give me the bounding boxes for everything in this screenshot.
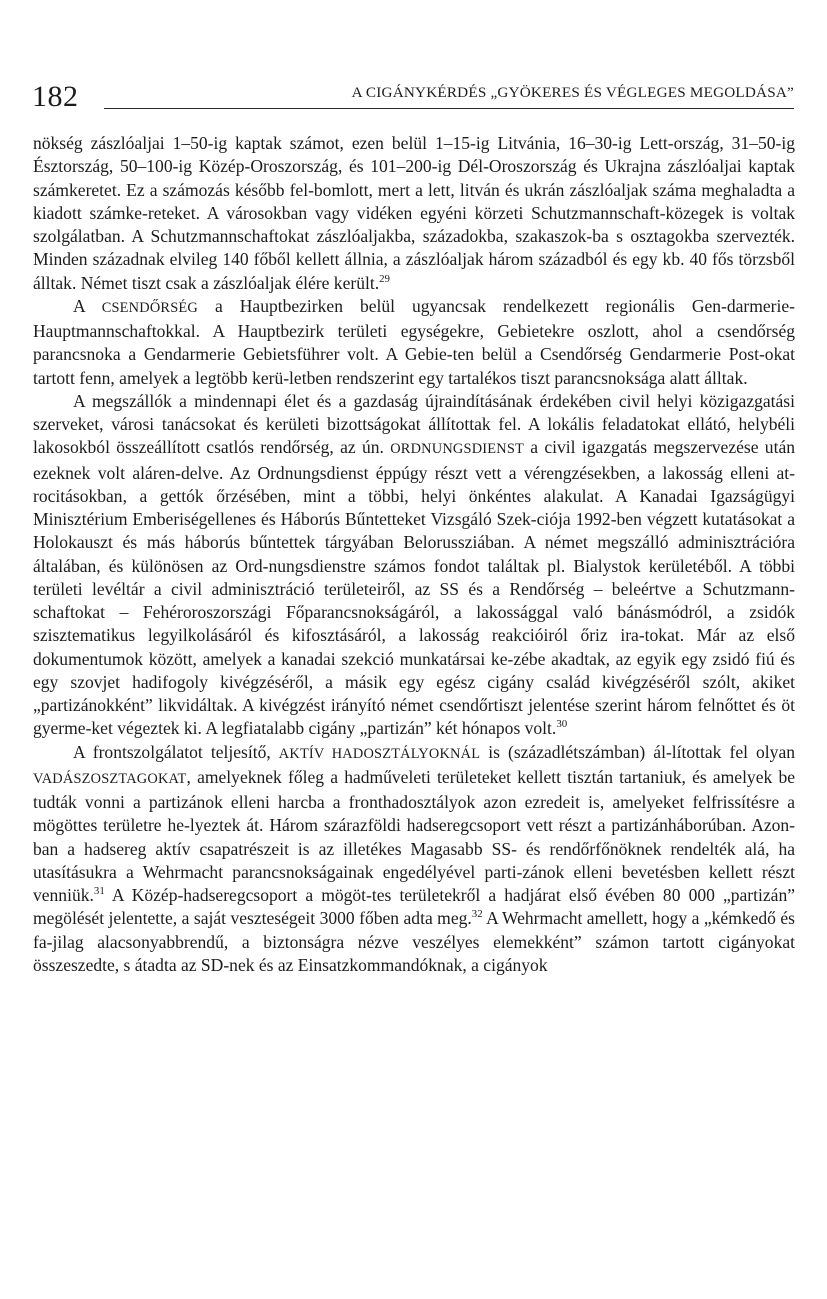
text-run: A Wehrmacht amellett, hogy a „kémkedő és fa-jilag alacsonyabbrendű, a biztonságra nézve veszélyes elemekként” számon tartott cigányokat összeszedte, s átadta az SD-nek és az Einsatzkommandóknak, a cigányok — [33, 908, 795, 975]
paragraph — [33, 132, 795, 295]
small-caps-term: CSENDŐRSÉG — [101, 299, 198, 316]
footnote-marker: 31 — [93, 885, 105, 898]
text-run: a Hauptbezirken belül ugyancsak rendelkezett regionális Gen-darmerie-Hauptmannschaftokkal. A Hauptbezirk területi egységekre, Gebietekre oszlott, ahol a csendőrség parancsnoka a Gendarmerie Gebietsführer volt. A Gebie-ten belül a Csendőrség Gendarmerie Post-okat tartott fenn, amelyek a legtöbb kerü-letben rendszerint egy tartalékos tiszt parancsnoksága alatt álltak. — [33, 295, 795, 388]
text-run: A frontszolgálatot teljesítő, — [73, 741, 279, 762]
text-run: A Közép-hadseregcsoport a mögöt-tes területekről a hadjárat első évében 80 000 „partizán” megölését jelentette, a saját veszteségeit 3000 főben adta meg. — [33, 885, 795, 929]
small-caps-term: VADÁSZOSZTAGOKAT — [33, 770, 187, 787]
body-text — [33, 132, 795, 977]
header-rule — [104, 108, 794, 109]
text-run: A megszállók a mindennapi élet és a gazdaság újraindításának érdekében civil helyi közigazgatási szerveket, városi tanácsokat és kerületi bizottságokat állítottak fel. A lokális feladatokat ellátó, helybéli lakosokból összeállított csatlós rendőrség, az ún. — [33, 390, 795, 458]
text-run: is (századlétszámban) ál-lítottak fel olyan — [480, 741, 795, 762]
footnote-marker: 32 — [471, 908, 483, 921]
paragraph — [33, 390, 795, 741]
small-caps-term: ORDNUNGSDIENST — [390, 441, 524, 458]
text-run: , amelyeknek főleg a hadműveleti területeket kellett tisztán tartaniuk, és amelyek be tudták vonni a partizánok elleni harcba a fronthadosztályok azon ezredeit is, amelyeket felfrissítésre a mögöttes területre he-lyeztek át. Három szárazföldi hadseregcsoport vett részt a partizánháborúban. Azon-ban a hadsereg aktív csapatrészeit is az illetékes Magasabb SS- és rendőrfőnöknek rendelték alá, ha utasításukra a Wehrmacht parancsnokságainak engedélyével parti-zánok elleni bevetésben kellett részt venniük. — [33, 766, 795, 905]
footnote-marker: 29 — [379, 272, 390, 285]
paragraph — [33, 741, 795, 978]
paragraph — [33, 295, 795, 390]
text-run: A — [73, 295, 102, 316]
page-number: 182 — [32, 80, 79, 113]
text-run: nökség zászlóaljai 1–50-ig kaptak számot, ezen belül 1–15-ig Litvánia, 16–30-ig Lett-ország, 31–50-ig Észtország, 50–100-ig Közép-Oroszország, és 101–200-ig Dél-Oroszország és Ukrajna zászlóaljai kaptak számkeretet. Ez a számozás később fel-bomlott, mert a lett, litván és ukrán zászlóaljak száma meghaladta a kiadott számke-reteket. A városokban vagy vidéken egyéni körzeti Schutzmannschaft-közegek is voltak szolgálatban. A Schutzmannschaftokat zászlóaljakba, századokba, szakaszok-ba s osztagokba szervezték. Minden századnak elvileg 140 főből kellett állnia, a zászlóaljak három századból és egy kb. 40 fős törzsből álltak. Német tiszt csak a zászlóaljak élére került. — [33, 133, 795, 293]
footnote-marker: 30 — [556, 718, 568, 731]
text-run: a civil igazgatás megszervezése után ezeknek volt aláren-delve. Az Ordnungsdienst éppúgy részt vett a vérengzésekben, a lakosság elleni at-rocitásokban, a gettók őrzésében, mint a többi, helyi önkéntes alakulat. A Kanadai Igazságügyi Minisztérium Emberiségellenes és Háborús Bűntetteket Vizsgáló Szek-ciója 1992-ben végzett kutatásokat a Holokauszt és más háborús bűntettek tárgyában Belorussziában. A német megszálló adminisztrációra általában, és különösen az Ord-nungsdienstre számos fondot találtak pl. Bialystok kerületéből. A többi területi levéltár a civil adminisztráció területeiről, az SS és a Rendőrség – beleértve a Schutzmann-schaftokat – Fehéroroszországi Főparancsnokságáról, a lakossággal való bánásmódról, a zsidók szisztematikus legyilkolásáról és kifosztásáról, a lakosság reakcióiról őriz ira-tokat. Már az első dokumentumok között, amelyek a kanadai szekció munkatársai ke-zébe akadtak, az egyik egy zsidó fiú és egy szovjet hadifogoly kivégzéséről, a másik egy egész cigány család kivégzéséről szólt, akiket „partizánokként” likvidáltak. A kivégzést irányító német csendőrtiszt jelentése szerint három felnőttet és öt gyerme-ket végeztek ki. A legfiatalabb cigány „partizán” két hónapos volt. — [33, 437, 795, 739]
running-title: A CIGÁNYKÉRDÉS „GYÖKERES ÉS VÉGLEGES MEGOLDÁSA” — [351, 84, 794, 101]
page-header — [32, 76, 794, 116]
small-caps-term: AKTÍV HADOSZTÁLYOKNÁL — [278, 745, 481, 762]
